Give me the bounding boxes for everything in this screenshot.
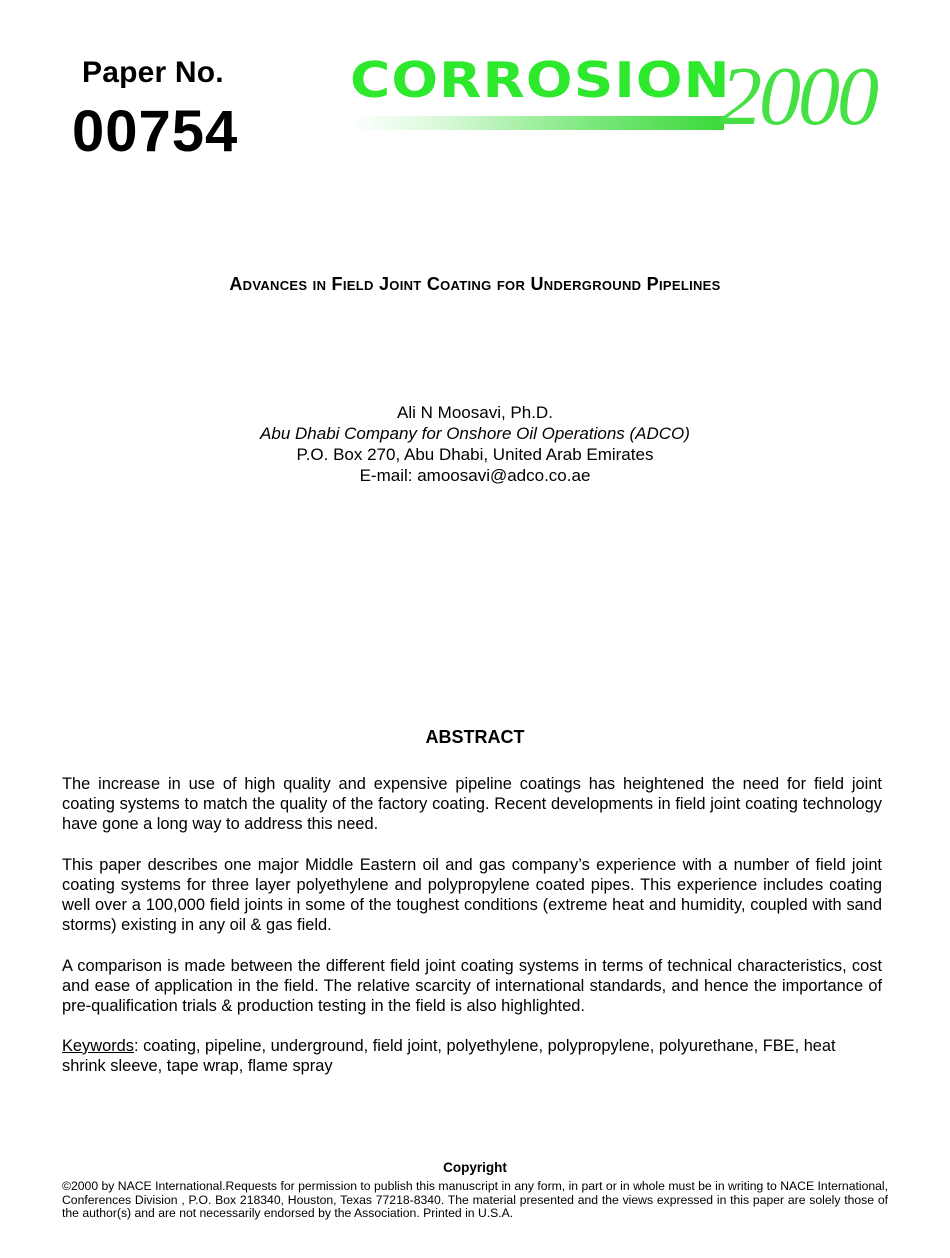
keywords-label: Keywords — [62, 1037, 134, 1055]
author-name: Ali N Moosavi, Ph.D. — [397, 403, 553, 422]
abstract-paragraph-1: The increase in use of high quality and expensive pipeline coatings has heightened the need for field joint coating systems to match the quality of the factory coating. Recent developments in field joint coating technology have gone a long way to address this need. — [62, 775, 882, 833]
author-affiliation: Abu Dhabi Company for Onshore Oil Operations (ADCO) — [260, 424, 690, 443]
author-block — [0, 402, 950, 486]
paper-number-label: Paper No. — [82, 56, 224, 89]
copyright-text: ©2000 by NACE International.Requests for permission to publish this manuscript in any form, in part or in whole must be in writing to NACE International, Conferences Division , P.O. Box 218340, Houston, Texas 77218-8340. The material presented and the views expressed in this paper are solely those of the author(s) and are not necessarily endorsed by the Association. Printed in U.S.A. — [62, 1179, 888, 1220]
copyright-heading: Copyright — [443, 1160, 507, 1175]
paper-title: Advances in Field Joint Coating for Underground Pipelines — [229, 274, 721, 294]
keywords-list: : coating, pipeline, underground, field joint, polyethylene, polypropylene, polyurethane, FBE, heat shrink sleeve, tape wrap, flame spray — [62, 1037, 836, 1075]
author-address: P.O. Box 270, Abu Dhabi, United Arab Emirates — [296, 445, 654, 464]
logo-word: CORROSION — [350, 52, 731, 109]
paper-number: 00754 — [72, 99, 239, 164]
abstract-heading: ABSTRACT — [425, 727, 525, 747]
logo-gradient-bar — [352, 116, 724, 130]
abstract-paragraph-2: This paper describes one major Middle Eastern oil and gas company’s experience with a number of field joint coating systems for three layer polyethylene and polypropylene coated pipes. This experience includes coating well over a 100,000 field joints in some of the toughest conditions (extreme heat and humidity, coupled with sand storms) existing in any oil & gas field. — [62, 856, 882, 934]
corrosion-2000-logo — [350, 52, 880, 142]
author-email: E-mail: amoosavi@adco.co.ae — [359, 466, 591, 485]
logo-year: 2000 — [720, 50, 876, 143]
keywords — [62, 1036, 882, 1076]
abstract-paragraph-3: A comparison is made between the different field joint coating systems in terms of technical characteristics, cost and ease of application in the field. The relative scarcity of international standards, and hence the importance of pre-qualification trials & production testing in the field is also highlighted. — [62, 957, 882, 1015]
